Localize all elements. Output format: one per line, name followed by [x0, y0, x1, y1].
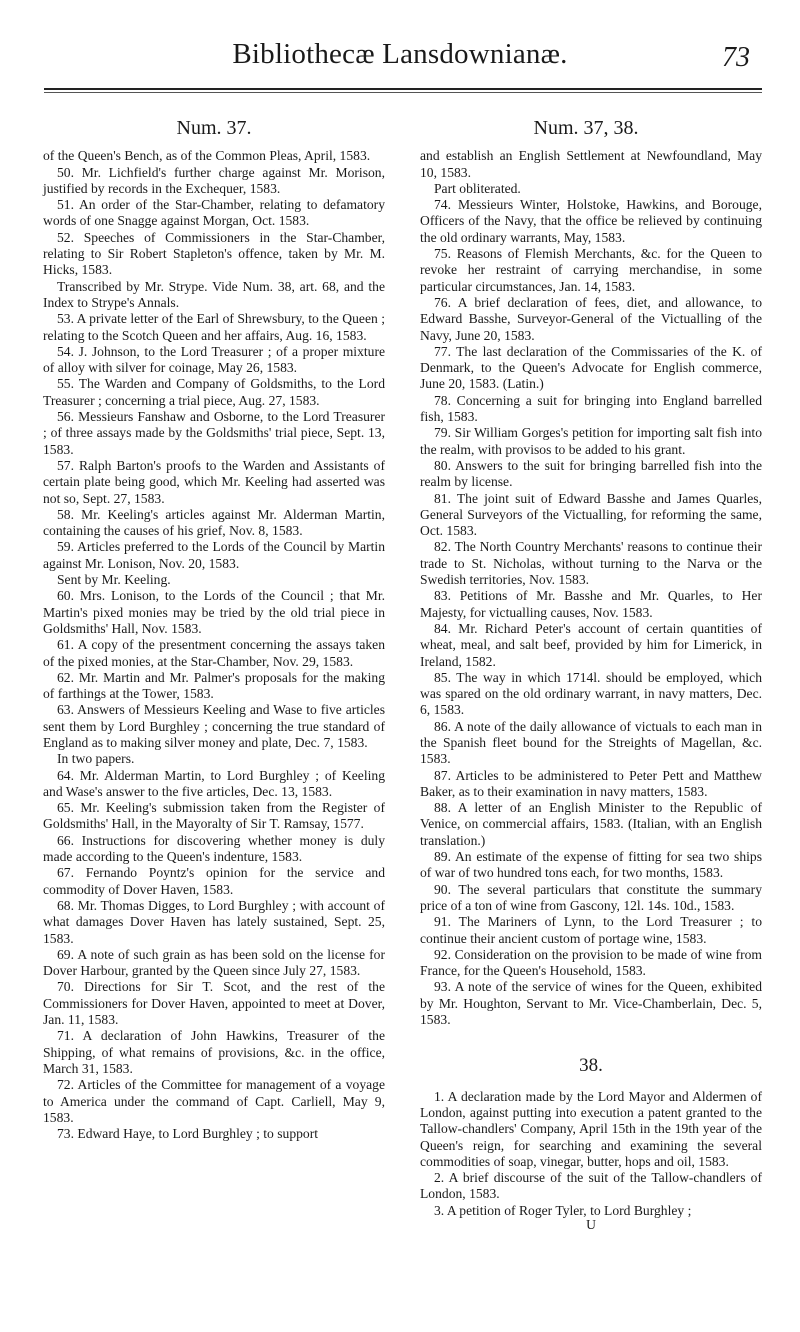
- entry-paragraph: 84. Mr. Richard Peter's account of certain quantities of wheat, meal, and salt beef, provided by him for Limerick, in Ireland, 1582.: [420, 620, 762, 669]
- entry-paragraph: 55. The Warden and Company of Goldsmiths, to the Lord Treasurer ; concerning a trial piece, Aug. 27, 1583.: [43, 376, 385, 408]
- entry-paragraph: 66. Instructions for discovering whether money is duly made according to the Queen's indenture, 1583.: [43, 832, 385, 865]
- section-heading-38: 38.: [579, 1055, 603, 1077]
- entry-paragraph: 80. Answers to the suit for bringing barrelled fish into the realm by license.: [420, 457, 762, 490]
- right-column-heading: Num. 37, 38.: [533, 117, 639, 139]
- entry-paragraph: 56. Messieurs Fanshaw and Osborne, to the Lord Treasurer ; of three assays made by the Goldsmiths' trial piece, Sept. 13, 1583.: [43, 409, 385, 457]
- left-column-heading: Num. 37.: [176, 117, 252, 139]
- entry-paragraph: 73. Edward Haye, to Lord Burghley ; to support: [57, 1126, 319, 1142]
- entry-paragraph: 58. Mr. Keeling's articles against Mr. Alderman Martin, containing the causes of his grief, Nov. 8, 1583.: [43, 506, 385, 539]
- entry-paragraph: 92. Consideration on the provision to be made of wine from France, for the Queen's Household, 1583.: [420, 946, 762, 979]
- entry-paragraph: of the Queen's Bench, as of the Common Pleas, April, 1583.: [43, 148, 371, 164]
- running-head: Bibliothecæ Lansdownianæ.: [232, 38, 568, 70]
- header-rule-thin: [44, 92, 762, 93]
- catchword: U: [586, 1217, 596, 1232]
- entry-paragraph: 50. Mr. Lichfield's further charge against Mr. Morison, justified by records in the Exchequer, 1583.: [43, 164, 385, 196]
- entry-paragraph: 53. A private letter of the Earl of Shrewsbury, to the Queen ; relating to the Scotch Queen and her affairs, Aug. 16, 1583.: [43, 311, 385, 343]
- entry-paragraph: 77. The last declaration of the Commissaries of the K. of Denmark, to the Queen's Advocate for English commerce, June 20, 1583. (Latin.): [420, 343, 762, 392]
- entry-paragraph: 62. Mr. Martin and Mr. Palmer's proposals for the making of farthings at the Tower, 1583.: [43, 669, 385, 702]
- entry-paragraph: 67. Fernando Poyntz's opinion for the service and commodity of Dover Haven, 1583.: [43, 865, 385, 897]
- entry-paragraph: 72. Articles of the Committee for management of a voyage to America under the command of Capt. Carliell, May 9, 1583.: [43, 1077, 385, 1125]
- header-rule: [44, 88, 762, 90]
- entry-paragraph: 82. The North Country Merchants' reasons to continue their trade to St. Nicholas, without turning to the Narva or the Swedish territories, Nov. 1583.: [420, 539, 762, 588]
- entry-paragraph: and establish an English Settlement at Newfoundland, May 10, 1583.: [420, 148, 762, 180]
- entry-paragraph: Sent by Mr. Keeling.: [57, 572, 171, 588]
- entry-paragraph: 59. Articles preferred to the Lords of the Council by Martin against Mr. Lonison, Nov. 20, 1583.: [43, 539, 385, 571]
- page-number: 73: [722, 42, 750, 73]
- right-paragraphs: [420, 148, 762, 1028]
- entry-paragraph: 76. A brief declaration of fees, diet, and allowance, to Edward Basshe, Surveyor-General of the Victualling of the Navy, June 20, 1583.: [420, 294, 762, 343]
- entry-paragraph: 89. An estimate of the expense of fitting for sea two ships of war of two hundred tons each, for two months, 1583.: [420, 849, 762, 881]
- entry-paragraph: 93. A note of the service of wines for the Queen, exhibited by Mr. Houghton, Servant to Mr. Vice-Chamberlain, Dec. 5, 1583.: [420, 979, 762, 1028]
- entry-paragraph: 68. Mr. Thomas Digges, to Lord Burghley ; with account of what damages Dover Haven has lately sustained, Sept. 25, 1583.: [43, 897, 385, 946]
- entry-paragraph: 91. The Mariners of Lynn, to the Lord Treasurer ; to continue their ancient custom of portage wine, 1583.: [420, 914, 762, 946]
- entry-paragraph: 3. A petition of Roger Tyler, to Lord Burghley ;: [434, 1202, 692, 1218]
- entry-paragraph: In two papers.: [57, 751, 135, 767]
- entry-paragraph: 87. Articles to be administered to Peter Pett and Matthew Baker, as to their examination in navy matters, 1583.: [420, 767, 762, 799]
- entry-paragraph: 61. A copy of the presentment concerning the assays taken of the pixed monies, at the Star-Chamber, Nov. 29, 1583.: [43, 637, 385, 669]
- section-38-paragraphs: [420, 1089, 762, 1219]
- entry-paragraph: 57. Ralph Barton's proofs to the Warden and Assistants of certain plate being good, which Mr. Keeling had asserted was not so, Sept. 27, 1583.: [43, 457, 385, 506]
- entry-paragraph: 71. A declaration of John Hawkins, Treasurer of the Shipping, of what remains of provisions, &c. in the office, March 31, 1583.: [43, 1028, 385, 1076]
- entry-paragraph: 88. A letter of an English Minister to the Republic of Venice, on commercial affairs, 1583. (Italian, with an English translation.): [420, 800, 762, 848]
- entry-paragraph: 64. Mr. Alderman Martin, to Lord Burghley ; of Keeling and Wase's answer to the five articles, Dec. 13, 1583.: [43, 767, 385, 799]
- entry-paragraph: 85. The way in which 1714l. should be employed, which was spared on the old ordinary warrant, in navy matters, Dec. 6, 1583.: [420, 669, 762, 718]
- entry-paragraph: 51. An order of the Star-Chamber, relating to defamatory words of one Snagge against Morgan, Oct. 1583.: [43, 197, 385, 229]
- left-paragraphs: [43, 148, 385, 1142]
- entry-paragraph: 86. A note of the daily allowance of victuals to each man in the Spanish fleet bound for the Streights of Magellan, &c. 1583.: [420, 718, 762, 767]
- entry-paragraph: 52. Speeches of Commissioners in the Star-Chamber, relating to Sir Robert Stapleton's offence, taken by Mr. M. Hicks, 1583.: [43, 229, 385, 278]
- entry-paragraph: 81. The joint suit of Edward Basshe and James Quarles, General Surveyors of the Victualling, for reforming the same, Oct. 1583.: [420, 490, 762, 539]
- entry-paragraph: 70. Directions for Sir T. Scot, and the rest of the Commissioners for Dover Haven, appointed to meet at Dover, Jan. 11, 1583.: [43, 979, 385, 1028]
- entry-paragraph: 74. Messieurs Winter, Holstoke, Hawkins, and Borouge, Officers of the Navy, that the office be relieved by continuing the old ordinary warrants, May, 1583.: [420, 197, 762, 245]
- entry-paragraph: Transcribed by Mr. Strype. Vide Num. 38, art. 68, and the Index to Strype's Annals.: [43, 278, 385, 310]
- entry-paragraph: Part obliterated.: [434, 180, 521, 196]
- entry-paragraph: 75. Reasons of Flemish Merchants, &c. for the Queen to revoke her restraint of carrying merchandise, in some particular circumstances, Jan. 14, 1583.: [420, 246, 762, 294]
- entry-paragraph: 65. Mr. Keeling's submission taken from the Register of Goldsmiths' Hall, in the Mayoralty of Sir T. Ramsay, 1577.: [43, 800, 385, 832]
- entry-paragraph: 90. The several particulars that constitute the summary price of a ton of wine from Gascony, 12l. 14s. 10d., 1583.: [420, 881, 762, 913]
- entry-paragraph: 60. Mrs. Lonison, to the Lords of the Council ; that Mr. Martin's pixed monies may be tried by the old trial piece in Goldsmiths' Hall, Nov. 1583.: [43, 588, 385, 636]
- right-column: [420, 117, 762, 1233]
- entry-paragraph: 2. A brief discourse of the suit of the Tallow-chandlers of London, 1583.: [420, 1170, 762, 1202]
- entry-paragraph: 83. Petitions of Mr. Basshe and Mr. Quarles, to Her Majesty, for victualling causes, Nov. 1583.: [420, 588, 762, 620]
- left-column: [43, 117, 385, 1142]
- entry-paragraph: 54. J. Johnson, to the Lord Treasurer ; of a proper mixture of alloy with silver for coinage, May 26, 1583.: [43, 343, 385, 376]
- entry-paragraph: 63. Answers of Messieurs Keeling and Wase to five articles sent them by Lord Burghley ; concerning the true standard of England as to making silver money and plate, Dec. 7, 1583.: [43, 702, 385, 750]
- entry-paragraph: 69. A note of such grain as has been sold on the license for Dover Harbour, granted by the Queen since July 27, 1583.: [43, 946, 385, 979]
- entry-paragraph: 1. A declaration made by the Lord Mayor and Aldermen of London, against putting into execution a patent granted to the Tallow-chandlers' Company, April 15th in the 19th year of the Queen's reign, for searching and examining the several commodities of soap, vinegar, butter, hops and oil, 1583.: [420, 1088, 762, 1169]
- entry-paragraph: 79. Sir William Gorges's petition for importing salt fish into the realm, with provisos to be added to his grant.: [420, 425, 762, 457]
- entry-paragraph: 78. Concerning a suit for bringing into England barrelled fish, 1583.: [420, 392, 762, 425]
